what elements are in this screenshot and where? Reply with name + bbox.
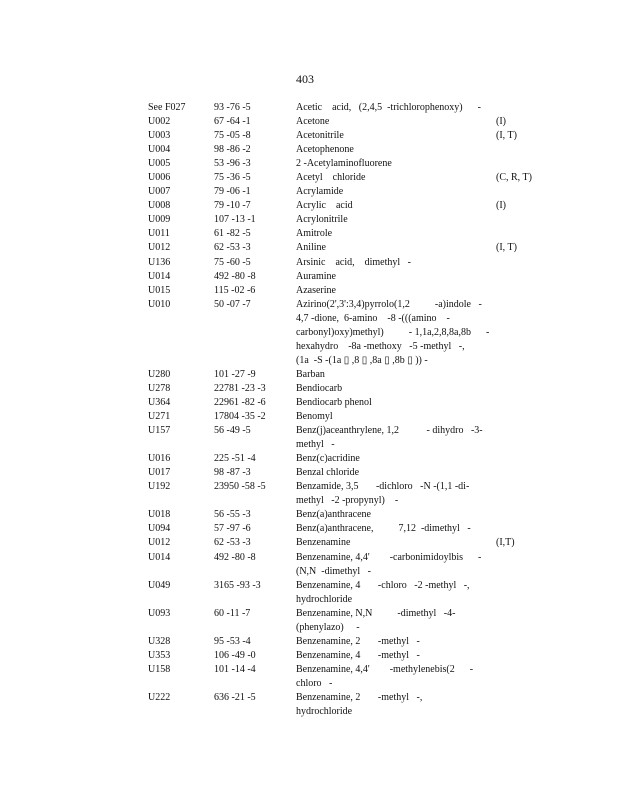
table-row	[148, 256, 548, 270]
table-row	[148, 424, 548, 452]
cas-number: 75 -05 -8	[214, 130, 251, 142]
waste-code: U006	[148, 172, 171, 184]
cas-number: 53 -96 -3	[214, 158, 251, 170]
substance-name-line: Acrylic acid	[296, 200, 353, 212]
substance-name-line: Azaserine	[296, 284, 336, 296]
waste-code: U136	[148, 256, 171, 268]
table-row	[148, 452, 548, 466]
substance-name-line: Benz(a)anthracene, 7,12 -dimethyl -	[296, 523, 471, 535]
cas-number: 101 -14 -4	[214, 663, 256, 675]
cas-number: 98 -86 -2	[214, 144, 251, 156]
substance-name-line: Benzal chloride	[296, 467, 360, 479]
waste-code: U192	[148, 481, 171, 493]
waste-code: U012	[148, 537, 171, 549]
waste-code: U094	[148, 523, 171, 535]
hazard-code: (I, T)	[496, 130, 517, 142]
substance-name	[296, 227, 496, 241]
substance-name	[296, 649, 496, 663]
substance-name	[296, 607, 496, 635]
waste-code: U158	[148, 663, 171, 675]
waste-code: U222	[148, 691, 171, 703]
substance-name-line: Acetic acid, (2,4,5 -trichlorophenoxy) -	[296, 102, 481, 113]
table-row	[148, 101, 548, 115]
substance-name	[296, 663, 496, 691]
substance-name	[296, 157, 496, 171]
substance-name	[296, 691, 496, 719]
hazardous-waste-table	[148, 101, 548, 719]
substance-name-line: (N,N -dimethyl -	[296, 565, 371, 577]
table-row	[148, 298, 548, 368]
substance-name-line: chloro -	[296, 677, 333, 689]
waste-code: U018	[148, 509, 171, 521]
hazard-code: (C, R, T)	[496, 172, 532, 184]
substance-name-line: Azirino(2',3':3,4)pyrrolo(1,2 -a)indole -	[296, 298, 482, 310]
waste-code: U157	[148, 425, 171, 437]
substance-name-line: Benzenamine, N,N -dimethyl -4-	[296, 607, 456, 619]
substance-name-line: Benomyl	[296, 411, 333, 423]
substance-name-line: Aniline	[296, 242, 326, 254]
table-row	[148, 171, 548, 185]
table-row	[148, 185, 548, 199]
table-row	[148, 522, 548, 536]
waste-code: U271	[148, 411, 171, 423]
table-row	[148, 157, 548, 171]
cas-number: 57 -97 -6	[214, 523, 251, 535]
substance-name-line: hydrochloride	[296, 593, 353, 605]
waste-code: U328	[148, 635, 171, 647]
table-row	[148, 649, 548, 663]
cas-number: 56 -55 -3	[214, 509, 251, 521]
cas-number: 3165 -93 -3	[214, 579, 261, 591]
waste-code: U003	[148, 130, 171, 142]
substance-name-line: Auramine	[296, 270, 336, 282]
waste-code: U005	[148, 158, 171, 170]
substance-name-line: 4,7 -dione, 6-amino -8 -(((amino -	[296, 312, 450, 324]
cas-number: 61 -82 -5	[214, 228, 251, 240]
cas-number: 492 -80 -8	[214, 551, 256, 563]
substance-name	[296, 452, 496, 466]
substance-name-line: methyl -	[296, 439, 335, 451]
table-row	[148, 508, 548, 522]
waste-code: U353	[148, 649, 171, 661]
cas-number: 23950 -58 -5	[214, 481, 266, 493]
page-number: 403	[296, 72, 314, 86]
substance-name	[296, 241, 496, 255]
substance-name	[296, 635, 496, 649]
substance-name-line: Arsinic acid, dimethyl -	[296, 256, 411, 268]
hazard-code: (I,T)	[496, 537, 515, 549]
waste-code: U017	[148, 467, 171, 479]
substance-name	[296, 284, 496, 298]
waste-code: U011	[148, 228, 170, 240]
substance-name-line: Benzenamine, 4 -methyl -	[296, 649, 420, 661]
substance-name-line: Acetophenone	[296, 144, 354, 156]
cas-number: 98 -87 -3	[214, 467, 251, 479]
table-row	[148, 241, 548, 255]
cas-number: 62 -53 -3	[214, 242, 251, 254]
substance-name-line: Acetonitrile	[296, 130, 344, 142]
table-row	[148, 536, 548, 550]
cas-number: 492 -80 -8	[214, 270, 256, 282]
substance-name-line: Acrylonitrile	[296, 214, 348, 226]
cas-number: 56 -49 -5	[214, 425, 251, 437]
substance-name-line: Barban	[296, 368, 325, 380]
substance-name	[296, 129, 496, 143]
substance-name	[296, 368, 496, 382]
cas-number: 67 -64 -1	[214, 116, 251, 128]
cas-number: 75 -60 -5	[214, 256, 251, 268]
table-row	[148, 410, 548, 424]
substance-name	[296, 143, 496, 157]
substance-name	[296, 298, 496, 368]
cas-number: 225 -51 -4	[214, 453, 256, 465]
cas-number: 75 -36 -5	[214, 172, 251, 184]
cas-number: 22961 -82 -6	[214, 396, 266, 408]
hazard-code: (I)	[496, 200, 506, 212]
table-row	[148, 368, 548, 382]
table-row	[148, 129, 548, 143]
table-row	[148, 199, 548, 213]
substance-name	[296, 551, 496, 579]
table-row	[148, 270, 548, 284]
substance-name-line: Benzenamine	[296, 537, 351, 549]
cas-number: 95 -53 -4	[214, 635, 251, 647]
waste-code: U014	[148, 551, 171, 563]
table-row	[148, 382, 548, 396]
waste-code: U280	[148, 368, 171, 380]
substance-name-line: Benzenamine, 4,4' -carbonimidoylbis -	[296, 551, 482, 563]
substance-name-line: Benzenamine, 2 -methyl -	[296, 635, 420, 647]
substance-name-line: Benz(j)aceanthrylene, 1,2 - dihydro -3-	[296, 425, 483, 437]
cas-number: 93 -76 -5	[214, 102, 251, 113]
substance-name	[296, 522, 496, 536]
substance-name	[296, 466, 496, 480]
table-row	[148, 579, 548, 607]
waste-code: See F027	[148, 102, 186, 113]
substance-name-line: Benz(a)anthracene	[296, 509, 371, 521]
substance-name-line: methyl -2 -propynyl) -	[296, 495, 399, 507]
waste-code: U015	[148, 284, 171, 296]
waste-code: U007	[148, 186, 171, 198]
cas-number: 60 -11 -7	[214, 607, 251, 619]
cas-number: 115 -02 -6	[214, 284, 256, 296]
substance-name-line: Acetone	[296, 116, 330, 128]
substance-name	[296, 270, 496, 284]
substance-name-line: (phenylazo) -	[296, 621, 360, 633]
table-row	[148, 396, 548, 410]
cas-number: 22781 -23 -3	[214, 382, 266, 394]
substance-name	[296, 213, 496, 227]
substance-name-line: Acrylamide	[296, 186, 344, 198]
substance-name-line: Benzamide, 3,5 -dichloro -N -(1,1 -di-	[296, 481, 470, 493]
substance-name	[296, 185, 496, 199]
substance-name	[296, 382, 496, 396]
substance-name-line: Benzenamine, 4 -chloro -2 -methyl -,	[296, 579, 470, 591]
substance-name-line: Acetyl chloride	[296, 172, 366, 184]
substance-name-line: hydrochloride	[296, 706, 353, 718]
cas-number: 17804 -35 -2	[214, 411, 266, 423]
waste-code: U093	[148, 607, 171, 619]
substance-name-line: (1a -S -(1a ▯ ,8 ▯ ,8a ▯ ,8b ▯ )) -	[296, 354, 428, 366]
waste-code: U016	[148, 453, 171, 465]
waste-code: U012	[148, 242, 171, 254]
table-row	[148, 284, 548, 298]
waste-code: U014	[148, 270, 171, 282]
substance-name	[296, 199, 496, 213]
substance-name	[296, 115, 496, 129]
waste-code: U364	[148, 396, 171, 408]
table-row	[148, 480, 548, 508]
substance-name-line: hexahydro -8a -methoxy -5 -methyl -,	[296, 340, 465, 352]
hazard-code: (I, T)	[496, 242, 517, 254]
waste-code: U002	[148, 116, 171, 128]
cas-number: 107 -13 -1	[214, 214, 256, 226]
substance-name-line: Bendiocarb	[296, 382, 343, 394]
table-row	[148, 635, 548, 649]
table-row	[148, 663, 548, 691]
table-row	[148, 691, 548, 719]
table-row	[148, 213, 548, 227]
waste-code: U004	[148, 144, 171, 156]
waste-code: U278	[148, 382, 171, 394]
substance-name-line: Benz(c)acridine	[296, 453, 360, 465]
cas-number: 106 -49 -0	[214, 649, 256, 661]
cas-number: 79 -06 -1	[214, 186, 251, 198]
substance-name	[296, 536, 496, 550]
substance-name-line: Benzenamine, 4,4' -methylenebis(2 -	[296, 663, 474, 675]
waste-code: U049	[148, 579, 171, 591]
table-row	[148, 466, 548, 480]
waste-code: U010	[148, 298, 171, 310]
substance-name-line: 2 -Acetylaminofluorene	[296, 158, 392, 170]
table-row	[148, 143, 548, 157]
waste-code: U009	[148, 214, 171, 226]
table-row	[148, 607, 548, 635]
waste-code: U008	[148, 200, 171, 212]
table-row	[148, 227, 548, 241]
substance-name	[296, 410, 496, 424]
table-row	[148, 115, 548, 129]
substance-name	[296, 424, 496, 452]
substance-name-line: Benzenamine, 2 -methyl -,	[296, 691, 423, 703]
cas-number: 636 -21 -5	[214, 691, 256, 703]
substance-name	[296, 256, 496, 270]
substance-name	[296, 508, 496, 522]
hazard-code: (I)	[496, 116, 506, 128]
substance-name-line: Bendiocarb phenol	[296, 396, 372, 408]
substance-name	[296, 579, 496, 607]
substance-name-line: carbonyl)oxy)methyl) - 1,1a,2,8,8a,8b -	[296, 326, 490, 338]
cas-number: 50 -07 -7	[214, 298, 251, 310]
table-row	[148, 551, 548, 579]
cas-number: 101 -27 -9	[214, 368, 256, 380]
substance-name	[296, 396, 496, 410]
cas-number: 62 -53 -3	[214, 537, 251, 549]
substance-name	[296, 480, 496, 508]
substance-name-line: Amitrole	[296, 228, 333, 240]
cas-number: 79 -10 -7	[214, 200, 251, 212]
substance-name	[296, 101, 496, 115]
substance-name	[296, 171, 496, 185]
